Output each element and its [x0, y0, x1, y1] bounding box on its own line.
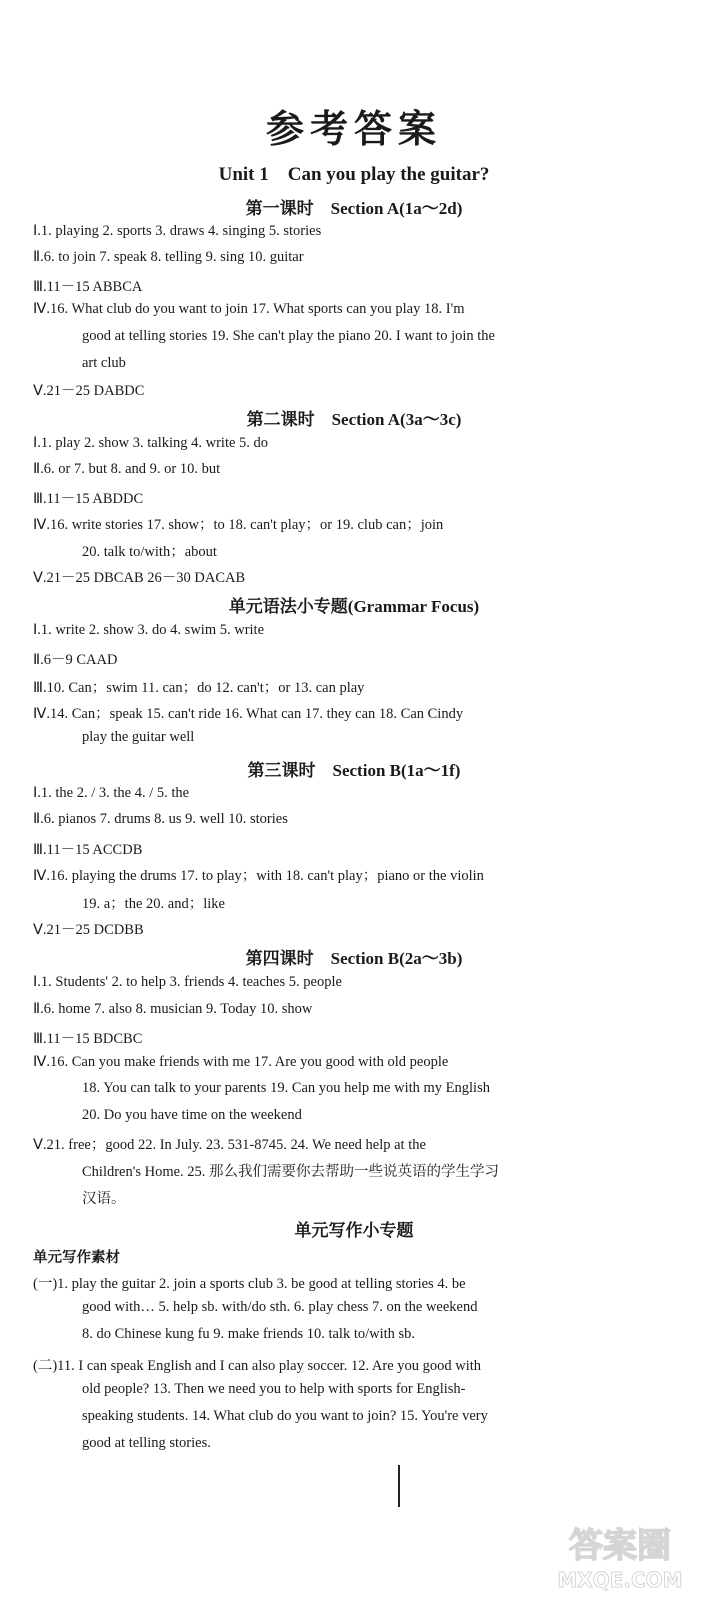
watermark-url: MXQE.COM	[557, 1568, 683, 1592]
answer-line: Ⅲ.11－15 ACCDB	[33, 842, 143, 858]
answer-line: Ⅰ.1. write 2. show 3. do 4. swim 5. write	[33, 622, 265, 638]
answer-line: Ⅳ.14. Can；speak 15. can't ride 16. What can 17. they can 18. Can Cindy	[33, 706, 464, 722]
answer-line: Ⅲ.10. Can；swim 11. can；do 12. can't；or 13. can play	[33, 680, 365, 696]
answer-line: 汉语。	[82, 1191, 126, 1207]
answer-line: 18. You can talk to your parents 19. Can you help me with my English	[82, 1080, 490, 1096]
answer-line: Children's Home. 25. 那么我们需要你去帮助一些说英语的学生学习	[82, 1164, 500, 1180]
answer-line: Ⅰ.1. play 2. show 3. talking 4. write 5. do	[33, 435, 269, 451]
watermark-logo	[540, 1515, 700, 1595]
answer-line: Ⅱ.6. pianos 7. drums 8. us 9. well 10. stories	[33, 811, 288, 827]
writing-materials-label: 单元写作素材	[33, 1250, 120, 1266]
answer-line: 20. Do you have time on the weekend	[82, 1107, 302, 1123]
answer-line: 20. talk to/with；about	[82, 544, 217, 560]
answer-line: Ⅰ.1. playing 2. sports 3. draws 4. singing 5. stories	[33, 223, 322, 239]
answer-line: Ⅳ.16. Can you make friends with me 17. Are you good with old people	[33, 1054, 449, 1070]
watermark-text: 答案圈	[569, 1526, 671, 1566]
answer-line: Ⅳ.16. write stories 17. show；to 18. can't play；or 19. club can；join	[33, 517, 444, 533]
answer-line: Ⅳ.16. playing the drums 17. to play；with 18. can't play；piano or the violin	[33, 868, 484, 884]
answer-line: good at telling stories 19. She can't play the piano 20. I want to join the	[82, 328, 495, 344]
answer-line: Ⅴ.21－25 DCDBB	[33, 922, 144, 938]
answer-line: Ⅱ.6－9 CAAD	[33, 652, 118, 668]
page-title: 参考答案	[265, 107, 442, 151]
answer-line: art club	[82, 355, 126, 371]
answer-line: 19. a；the 20. and；like	[82, 896, 225, 912]
answer-line: Ⅱ.6. to join 7. speak 8. telling 9. sing 10. guitar	[33, 249, 304, 265]
answer-line: good with… 5. help sb. with/do sth. 6. play chess 7. on the weekend	[82, 1299, 478, 1315]
section-title-lesson2: 第二课时 Section A(3a～3c)	[246, 410, 462, 429]
answer-line: Ⅰ.1. the 2. / 3. the 4. / 5. the	[33, 785, 190, 801]
answer-line: Ⅴ.21. free；good 22. In July. 23. 531-8745. 24. We need help at the	[33, 1137, 426, 1153]
answer-line: (一)1. play the guitar 2. join a sports club 3. be good at telling stories 4. be	[33, 1276, 466, 1292]
section-title-lesson1: 第一课时 Section A(1a～2d)	[245, 199, 463, 218]
answer-line: Ⅱ.6. home 7. also 8. musician 9. Today 10. show	[33, 1001, 313, 1017]
answer-line: old people? 13. Then we need you to help with sports for English-	[82, 1381, 466, 1397]
answer-line: Ⅲ.11－15 ABDDC	[33, 491, 144, 507]
section-title-writing: 单元写作小专题	[294, 1221, 414, 1240]
unit-title: Unit 1 Can you play the guitar?	[218, 164, 490, 185]
watermark-icon	[540, 1515, 700, 1595]
section-title-grammar: 单元语法小专题(Grammar Focus)	[228, 597, 480, 616]
answer-line: Ⅳ.16. What club do you want to join 17. What sports can you play 18. I'm	[33, 301, 465, 317]
answer-line: Ⅴ.21－25 DBCAB 26－30 DACAB	[33, 570, 246, 586]
answer-line: play the guitar well	[82, 729, 195, 745]
answer-line: 8. do Chinese kung fu 9. make friends 10. talk to/with sb.	[82, 1326, 416, 1342]
section-title-lesson4: 第四课时 Section B(2a～3b)	[245, 949, 463, 968]
answer-line: good at telling stories.	[82, 1435, 211, 1451]
answer-line: Ⅲ.11－15 ABBCA	[33, 279, 143, 295]
section-title-lesson3: 第三课时 Section B(1a～1f)	[247, 761, 461, 780]
answer-line: (二)11. I can speak English and I can also play soccer. 12. Are you good with	[33, 1358, 482, 1374]
answer-line: Ⅴ.21－25 DABDC	[33, 383, 145, 399]
answer-line: Ⅰ.1. Students' 2. to help 3. friends 4. teaches 5. people	[33, 974, 342, 990]
answer-line: speaking students. 14. What club do you want to join? 15. You're very	[82, 1408, 488, 1424]
answer-line: Ⅱ.6. or 7. but 8. and 9. or 10. but	[33, 461, 221, 477]
page-marker-line	[398, 1465, 400, 1507]
answer-line: Ⅲ.11－15 BDCBC	[33, 1031, 143, 1047]
